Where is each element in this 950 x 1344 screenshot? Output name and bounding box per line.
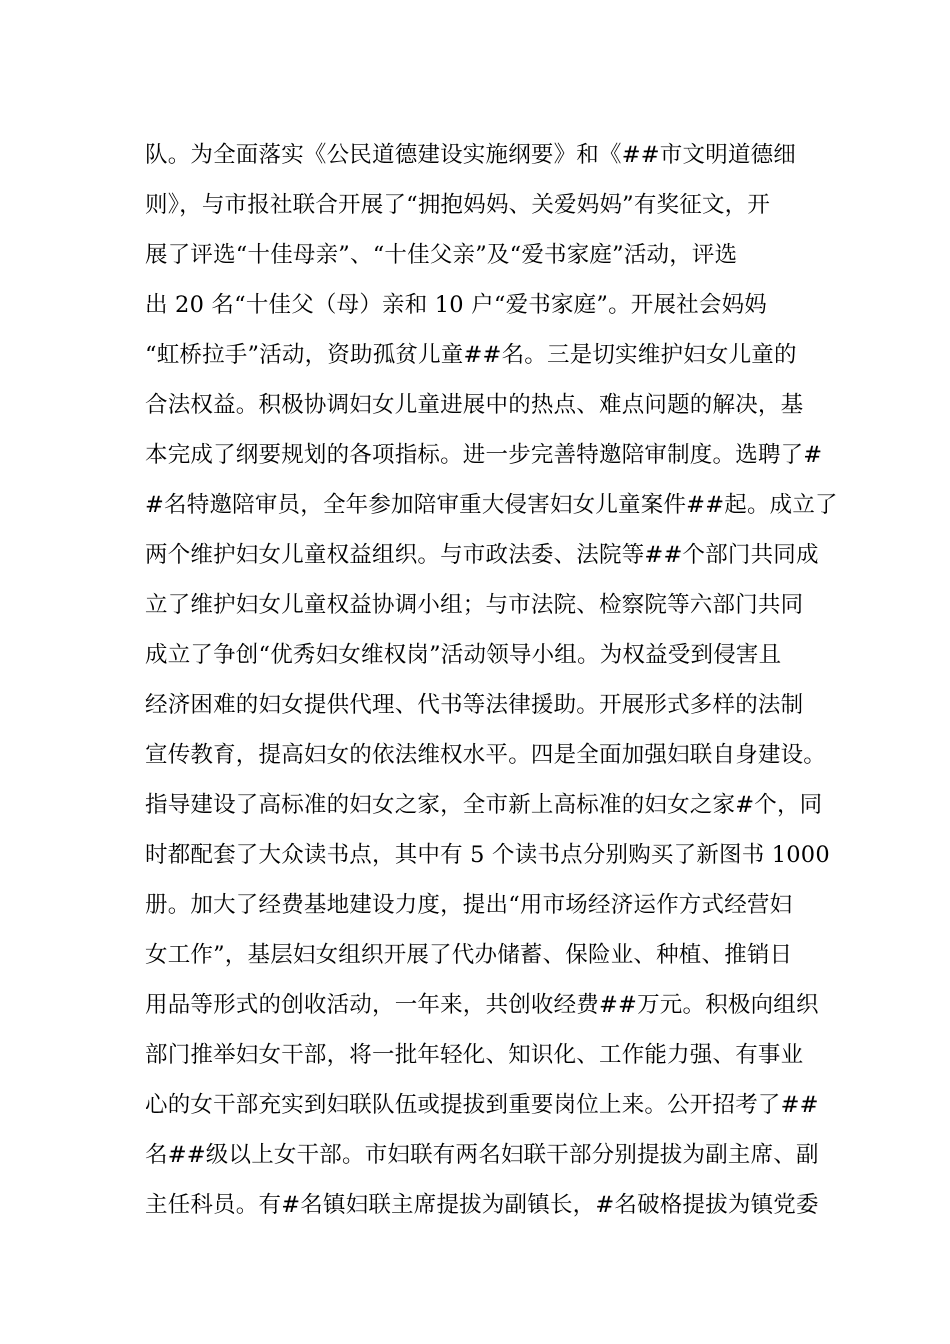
text-line: 出 20 名“十佳父（母）亲和 10 户“爱书家庭”。开展社会妈妈 bbox=[145, 292, 767, 318]
text-line: 经济困难的妇女提供代理、代书等法律援助。开展形式多样的法制 bbox=[145, 692, 804, 718]
text-line: 名##级以上女干部。市妇联有两名妇联干部分别提拔为副主席、副 bbox=[145, 1142, 819, 1168]
text-line: 立了维护妇女儿童权益协调小组；与市法院、检察院等六部门共同 bbox=[145, 592, 804, 618]
text-line: 主任科员。有#名镇妇联主席提拔为副镇长，#名破格提拔为镇党委 bbox=[145, 1192, 819, 1218]
text-line: 心的女干部充实到妇联队伍或提拔到重要岗位上来。公开招考了## bbox=[145, 1092, 819, 1118]
text-line: 部门推举妇女干部，将一批年轻化、知识化、工作能力强、有事业 bbox=[145, 1042, 804, 1068]
text-line: 指导建设了高标准的妇女之家，全市新上高标准的妇女之家#个，同 bbox=[145, 792, 823, 818]
text-line: 用品等形式的创收活动，一年来，共创收经费##万元。积极向组织 bbox=[145, 992, 819, 1018]
text-line: 队。为全面落实《公民道德建设实施纲要》和《##市文明道德细 bbox=[145, 142, 797, 168]
text-line: 展了评选“十佳母亲”、“十佳父亲”及“爱书家庭”活动，评选 bbox=[145, 242, 738, 268]
text-line: 女工作”，基层妇女组织开展了代办储蓄、保险业、种植、推销日 bbox=[145, 942, 793, 968]
text-line: 本完成了纲要规划的各项指标。进一步完善特邀陪审制度。选聘了# bbox=[145, 442, 823, 468]
text-line: 合法权益。积极协调妇女儿童进展中的热点、难点问题的解决，基 bbox=[145, 392, 804, 418]
text-line: 成立了争创“优秀妇女维权岗”活动领导小组。为权益受到侵害且 bbox=[145, 642, 782, 668]
text-line: 两个维护妇女儿童权益组织。与市政法委、法院等##个部门共同成 bbox=[145, 542, 819, 568]
body-text bbox=[145, 132, 865, 1232]
text-line: 则》，与市报社联合开展了“拥抱妈妈、关爱妈妈”有奖征文，开 bbox=[145, 192, 771, 218]
text-line: #名特邀陪审员，全年参加陪审重大侵害妇女儿童案件##起。成立了 bbox=[145, 492, 838, 518]
text-line: 时都配套了大众读书点，其中有 5 个读书点分别购买了新图书 1000 bbox=[145, 842, 830, 868]
text-line: 册。加大了经费基地建设力度，提出“用市场经济运作方式经营妇 bbox=[145, 892, 793, 918]
text-line: 宣传教育，提高妇女的依法维权水平。四是全面加强妇联自身建设。 bbox=[145, 742, 827, 768]
text-line: “虹桥拉手”活动，资助孤贫儿童##名。三是切实维护妇女儿童的 bbox=[145, 342, 797, 368]
